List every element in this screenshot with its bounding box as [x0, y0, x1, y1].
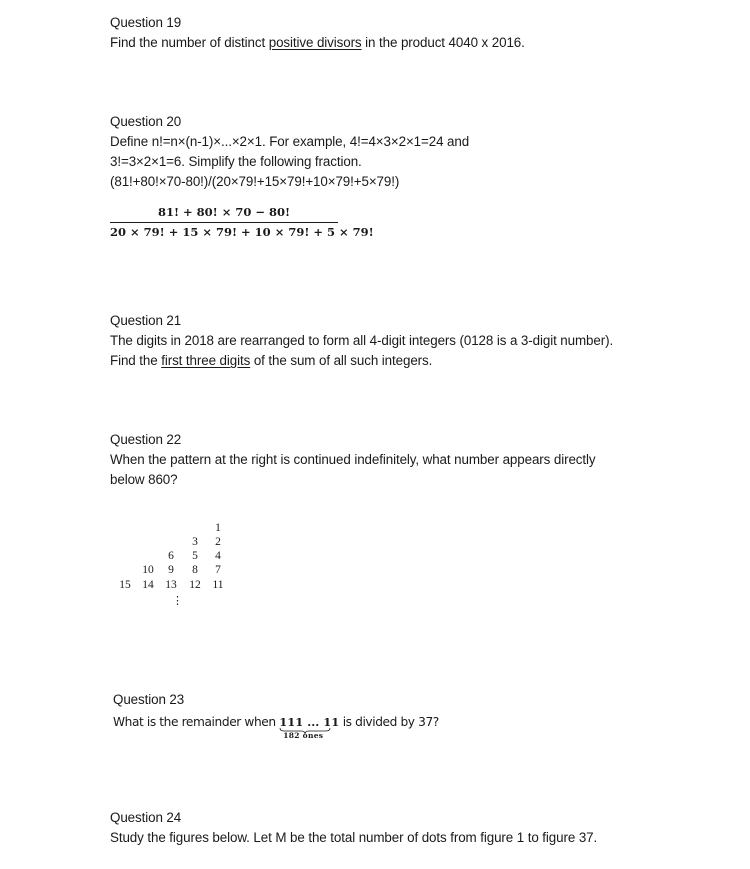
question-23-text [113, 713, 439, 740]
pattern-number: 10 [142, 564, 154, 576]
pattern-number: 6 [168, 550, 174, 562]
question-22-line-2: below 860? [110, 472, 178, 487]
question-21-title: Question 21 [110, 313, 182, 328]
fraction-bar [110, 222, 338, 223]
pattern-number: 1 [215, 522, 221, 534]
question-20-line-1: Define n!=n×(n-1)×...×2×1. For example, 4!=4×3×2×1=24 and [110, 134, 470, 149]
pattern-number: 9 [168, 564, 174, 576]
pattern-number: 11 [212, 579, 224, 591]
question-19-title: Question 19 [110, 15, 182, 30]
question-21-line-1: The digits in 2018 are rearranged to form all 4-digit integers (0128 is a 3-digit number). [110, 333, 614, 348]
question-23-text-start: What is the remainder when [113, 715, 280, 729]
question-21-line-2-end: of the sum of all such integers. [250, 353, 433, 368]
pattern-number: 14 [142, 579, 154, 591]
question-21-line-2 [110, 351, 432, 371]
pattern-number: 2 [215, 536, 221, 548]
question-20-title: Question 20 [110, 114, 182, 129]
pattern-number: 8 [192, 564, 198, 576]
pattern-number: 3 [192, 536, 198, 548]
question-21-line-2-start: Find the [110, 353, 162, 368]
pattern-number: 5 [192, 550, 198, 562]
question-22-line-1: When the pattern at the right is continued indefinitely, what number appears directly [110, 452, 596, 467]
question-23-title: Question 23 [113, 692, 185, 707]
question-20-line-3: (81!+80!×70-80!)/(20×79!+15×79!+10×79!+5×79!) [110, 174, 400, 189]
pattern-number: 12 [189, 579, 201, 591]
pattern-continuation-dots: ⋮ [172, 595, 183, 607]
fraction [110, 204, 374, 239]
pattern-number: 15 [119, 579, 131, 591]
question-21-underlined: first three digits [161, 353, 251, 368]
pattern-number: 4 [215, 550, 221, 562]
question-19-text [110, 33, 525, 53]
question-19-underlined: positive divisors [268, 35, 362, 50]
question-24-title: Question 24 [110, 810, 182, 825]
repunit-number-group [279, 713, 340, 740]
fraction-numerator: 81! + 80! × 70 − 80! [157, 205, 291, 219]
question-19-text-start: Find the number of distinct [110, 35, 269, 50]
question-22-title: Question 22 [110, 432, 182, 447]
pattern-number: 7 [215, 564, 221, 576]
question-24-text: Study the figures below. Let M be the total number of dots from figure 1 to figure 37. [110, 830, 598, 845]
question-20-line-2: 3!=3×2×1=6. Simplify the following fraction. [110, 154, 362, 169]
question-23-text-end: is divided by 37? [339, 715, 439, 729]
underbrace-label: 182 ones [283, 731, 324, 740]
question-19-text-end: in the product 4040 x 2016. [361, 35, 525, 50]
repunit-number: 111 ... 11 [279, 715, 340, 729]
fraction-denominator: 20 × 79! + 15 × 79! + 10 × 79! + 5 × 79! [110, 225, 374, 239]
pattern-number: 13 [165, 579, 177, 591]
